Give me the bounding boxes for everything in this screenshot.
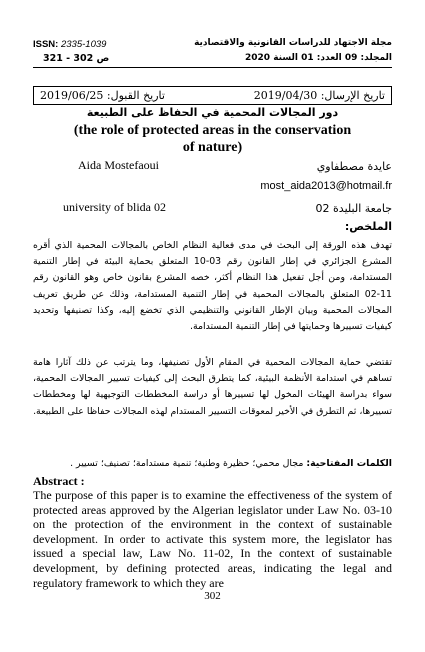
sent-date: 2019/04/30 xyxy=(253,89,318,102)
affiliation-en: university of blida 02 xyxy=(63,200,166,214)
abstract-text-en: The purpose of this paper is to examine the effectiveness of the system of protected areas approved by the Algerian legislator under Law No. 03-10 on the protection of the environment in the context of sustainable development. In order to activate this system more, the legislator has issued a special law, Law No. 11-02, In the context of sustainable development, by defining protected areas, indicating the legal and regulatory framework to which they are xyxy=(33,488,392,590)
keywords: مجال محمي؛ حظيرة وطنية؛ تنمية مستدامة؛ تصنيف؛ تسيير . xyxy=(70,458,304,469)
journal-header xyxy=(33,37,392,67)
dates-box xyxy=(33,86,392,105)
author-name-en: Aida Mostefaoui xyxy=(78,158,159,172)
title-arabic: دور المجالات المحمية في الحفاظ على الطبيعة xyxy=(86,106,339,119)
accepted-label: تاريخ القبول: xyxy=(106,89,165,102)
journal-name: مجلة الاجتهاد للدراسات القانونية والاقتصادية xyxy=(194,38,392,48)
author-name-ar: عايدة مصطفاوي xyxy=(316,160,392,173)
abstract-paragraph-2: تقتضي حماية المجالات المحمية في المقام الأول تصنيفها، وما يترتب عن ذلك آثارا هامة تساهم في استدامة الأنظمة البيئية، كما يتطرق البحث إلى كيفيات تسيير المجالات المحمية، سواء بدراسة الهيئات المخول لها تسييرها أو دراسة المخططات التوجيهية لها ومخططات تسييرها، ثم التطرق في الأخير لمعوقات التسيير المستدام لهذه المجالات حفاظا على الطبيعة. xyxy=(33,357,392,417)
abstract-paragraph-1: تهدف هذه الورقة إلى البحث في مدى فعالية النظام الخاص بالمجالات المحمية الذي أقره المشرع الجزائري في إطار القانون رقم 03-10 المتعلق بحماية البيئة في إطار التنمية المستدامة، ومن أجل تفعيل هذا النظام أكثر، خصه المشرع بقانون خاص وهو القانون رقم 11-02 المتعلق بالمجالات المحمية في إطار التنمية المستدامة، وذلك عن طريق تعريف المجالات المحمية وبيان الإطار القانوني والتنظيمي الذي تخضع إليه، وكذا تصنيفها وتحديد كيفيات تسييرها وحمايتها في إطار التنمية المستدامة. xyxy=(33,240,392,333)
sent-date-line xyxy=(254,89,385,102)
header-rule xyxy=(33,67,392,68)
author-email: most_aida2013@hotmail.fr xyxy=(260,180,392,192)
sent-label: تاريخ الإرسال: xyxy=(320,89,385,102)
issn-label: ISSN: xyxy=(33,39,59,50)
accepted-date: 2019/06/25 xyxy=(40,89,104,102)
volume-issue: المجلد: 09 العدد: 01 السنة 2020 xyxy=(245,53,392,63)
accepted-date-line xyxy=(40,89,165,102)
issn xyxy=(33,39,106,50)
abstract-heading-ar: الملخص: xyxy=(344,220,392,233)
abstract-heading-en: Abstract : xyxy=(33,474,85,488)
keywords-line xyxy=(33,456,392,472)
affiliation-ar: جامعة البليدة 02 xyxy=(315,202,392,215)
title-english: (the role of protected areas in the conservation of nature) xyxy=(73,123,352,155)
page-number: 302 xyxy=(204,590,221,602)
keywords-label: الكلمات المفتاحية: xyxy=(306,458,392,469)
page-range: ص 302 - 321 xyxy=(43,53,110,64)
issn-value: 2335-1039 xyxy=(60,39,107,50)
